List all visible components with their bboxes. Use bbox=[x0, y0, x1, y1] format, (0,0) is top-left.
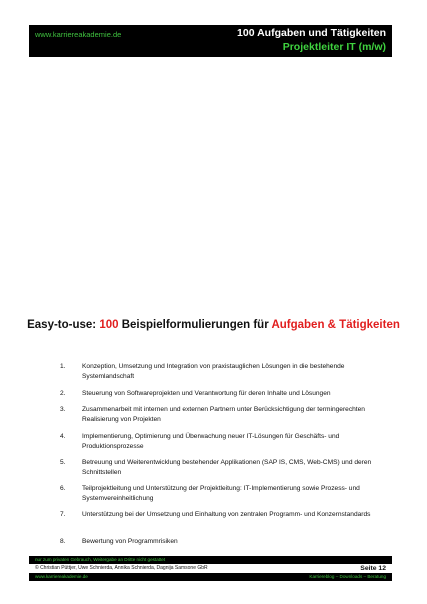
footer-links[interactable]: Karriereblog – Downloads – Beratung bbox=[309, 574, 386, 579]
item-number: 6. bbox=[60, 485, 66, 492]
footer-copyright: © Christian Püttjer, Uwe Schnierda, Annika Schnierda, Dagnija Samsone GbR bbox=[35, 565, 208, 571]
heading-highlight: Aufgaben & Tätigkeiten bbox=[271, 319, 400, 331]
header-subtitle: Projektleiter IT (m/w) bbox=[282, 41, 386, 53]
footer-copyright-bar bbox=[29, 564, 392, 573]
item-text: Teilprojektleitung und Unterstützung der Projektleitung: IT-Implementierung sowie Prozess- und Systemvereinheitlichung bbox=[82, 485, 360, 502]
footer-links-bar bbox=[29, 573, 392, 581]
section-heading bbox=[0, 319, 427, 331]
footer-site-link[interactable]: www.karriereakademie.de bbox=[35, 574, 88, 579]
header-site-link[interactable]: www.karriereakademie.de bbox=[35, 30, 122, 39]
item-text: Betreuung und Weiterentwicklung bestehender Applikationen (SAP IS, CMS, Web-CMS) und deren Schnittstellen bbox=[82, 459, 372, 476]
item-number: 7. bbox=[60, 511, 66, 518]
footer-notice: nur zum privaten Gebrauch, Weitergabe an Dritte nicht gestattet bbox=[35, 557, 166, 562]
item-number: 1. bbox=[60, 363, 66, 370]
item-number: 5. bbox=[60, 459, 66, 466]
item-text: Steuerung von Softwareprojekten und Verantwortung für deren Inhalte und Lösungen bbox=[82, 390, 331, 397]
header-title: 100 Aufgaben und Tätigkeiten bbox=[237, 27, 386, 39]
footer-notice-bar bbox=[29, 556, 392, 564]
page-header bbox=[29, 25, 392, 57]
item-text: Implementierung, Optimierung und Überwachung neuer IT-Lösungen für Geschäfts- und Produktionsprozesse bbox=[82, 433, 340, 450]
heading-prefix: Easy-to-use: bbox=[27, 319, 100, 331]
item-text: Unterstützung bei der Umsetzung und Einhaltung von zentralen Programm- und Konzernstandards bbox=[82, 511, 371, 518]
page-number: Seite 12 bbox=[360, 565, 386, 572]
heading-middle: Beispielformulierungen für bbox=[118, 319, 272, 331]
item-text: Zusammenarbeit mit internen und externen Partnern unter Berücksichtigung der termingerechten Realisierung von Projekten bbox=[82, 406, 365, 423]
item-text: Bewertung von Programmrisiken bbox=[82, 538, 178, 545]
item-number: 2. bbox=[60, 390, 66, 397]
item-number: 3. bbox=[60, 406, 66, 413]
item-number: 4. bbox=[60, 433, 66, 440]
item-number: 8. bbox=[60, 538, 66, 545]
heading-count: 100 bbox=[99, 319, 119, 331]
item-text: Konzeption, Umsetzung und Integration von praxistauglichen Lösungen in die bestehende Systemlandschaft bbox=[82, 363, 345, 380]
